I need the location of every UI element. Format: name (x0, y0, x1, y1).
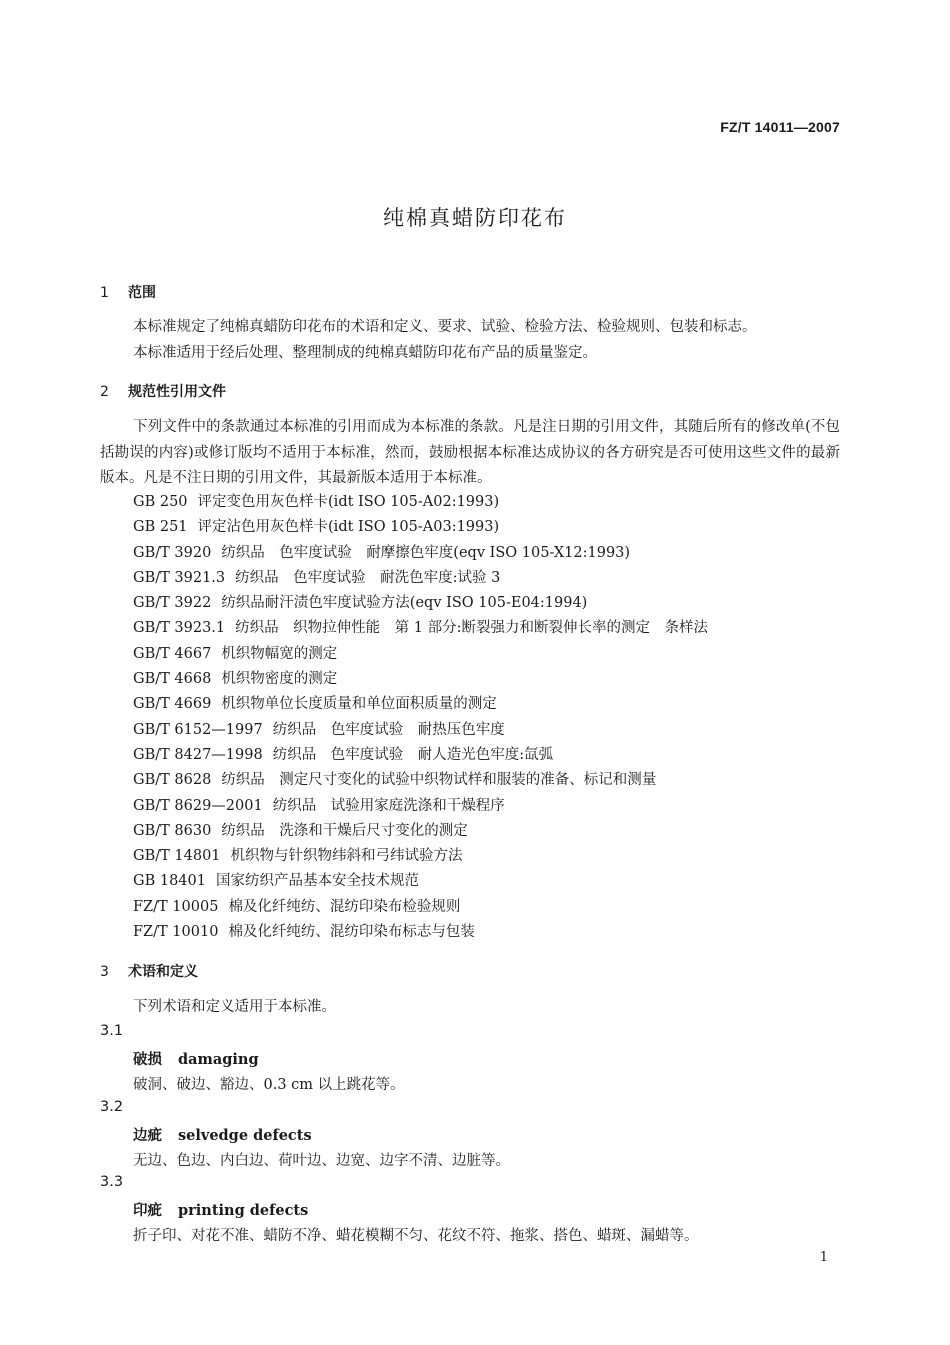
reference-item (133, 844, 708, 869)
reference-code: GB/T 3921.3 (133, 569, 226, 586)
section-title: 规范性引用文件 (128, 384, 226, 400)
reference-code: FZ/T 10005 (133, 898, 219, 915)
page-number: 1 (819, 1250, 828, 1265)
reference-title: 纺织品 洗涤和干燥后尺寸变化的测定 (221, 822, 468, 839)
reference-code: GB/T 4669 (133, 696, 212, 713)
reference-title: 纺织品 测定尺寸变化的试验中织物试样和服装的准备、标记和测量 (221, 772, 657, 789)
reference-code: GB/T 3920 (133, 544, 212, 561)
term-definition: 无边、色边、内白边、荷叶边、边宽、边字不清、边脏等。 (133, 1153, 510, 1169)
reference-code: GB/T 4667 (133, 645, 212, 662)
reference-title: 纺织品 织物拉伸性能 第 1 部分:断裂强力和断裂伸长率的测定 条样法 (235, 620, 708, 637)
section-number: 1 (100, 285, 109, 301)
reference-title: 纺织品 色牢度试验 耐洗色牢度:试验 3 (235, 569, 501, 586)
term-definition: 破洞、破边、豁边、0.3 cm 以上跳花等。 (133, 1077, 405, 1093)
clause-number: 3.3 (100, 1174, 124, 1190)
reference-code: GB/T 8630 (133, 822, 212, 839)
reference-title: 评定变色用灰色样卡(idt ISO 105-A02:1993) (197, 494, 500, 510)
terms-intro-paragraph: 下列术语和定义适用于本标准。 (133, 999, 336, 1015)
term-heading (133, 1124, 312, 1145)
reference-title: 国家纺织产品基本安全技术规范 (215, 873, 419, 890)
reference-item (133, 794, 708, 819)
reference-item (133, 490, 708, 515)
reference-title: 机织物单位长度质量和单位面积质量的测定 (221, 696, 497, 713)
page-title: 纯棉真蜡防印花布 (383, 206, 567, 230)
references-intro-paragraph: 下列文件中的条款通过本标准的引用而成为本标准的条款。凡是注日期的引用文件，其随后所有的修改单(不包括勘误的内容)或修订版均不适用于本标准，然而，鼓励根据本标准达成协议的各方研究是否可使用这些文件的最新版本。凡是不注日期的引用文件，其最新版本适用于本标准。 (100, 419, 840, 486)
section-number: 3 (100, 964, 109, 980)
term-definition: 折子印、对花不准、蜡防不净、蜡花模糊不匀、花纹不符、拖浆、搭色、蜡斑、漏蜡等。 (133, 1228, 699, 1244)
reference-title: 纺织品 色牢度试验 耐摩擦色牢度(eqv ISO 105-X12:1993) (221, 544, 631, 561)
term-chinese: 印疵 (133, 1202, 162, 1219)
section-title: 范围 (128, 285, 156, 301)
reference-code: GB 250 (133, 494, 188, 510)
reference-item (133, 819, 708, 844)
section-number: 2 (100, 384, 109, 400)
reference-item (133, 642, 708, 667)
reference-code: GB/T 6152—1997 (133, 721, 263, 738)
reference-item (133, 566, 708, 591)
reference-code: FZ/T 10010 (133, 924, 219, 941)
reference-item (133, 743, 708, 768)
section-title: 术语和定义 (128, 964, 198, 980)
reference-code: GB/T 8628 (133, 772, 212, 789)
reference-code: GB/T 8629—2001 (133, 797, 263, 814)
reference-title: 机织物幅宽的测定 (221, 645, 338, 662)
term-chinese: 破损 (133, 1051, 162, 1068)
reference-code: GB/T 14801 (133, 848, 221, 865)
standard-code: FZ/T 14011—2007 (720, 119, 840, 135)
reference-title: 纺织品耐汗渍色牢度试验方法(eqv ISO 105-E04:1994) (221, 595, 588, 612)
reference-item (133, 718, 708, 743)
reference-code: GB/T 3922 (133, 595, 212, 612)
reference-item (133, 895, 708, 920)
reference-item (133, 591, 708, 616)
term-english: damaging (178, 1051, 259, 1068)
reference-title: 棉及化纤纯纺、混纺印染布标志与包装 (228, 924, 475, 941)
term-heading (133, 1199, 308, 1220)
reference-title: 棉及化纤纯纺、混纺印染布检验规则 (228, 898, 461, 915)
reference-code: GB 251 (133, 519, 188, 536)
term-english: selvedge defects (178, 1127, 312, 1144)
reference-item (133, 667, 708, 692)
reference-item (133, 869, 708, 894)
reference-code: GB/T 3923.1 (133, 620, 226, 637)
reference-item (133, 541, 708, 566)
reference-title: 纺织品 色牢度试验 耐热压色牢度 (272, 721, 505, 738)
reference-code: GB 18401 (133, 873, 206, 890)
reference-title: 评定沾色用灰色样卡(idt ISO 105-A03:1993) (197, 519, 500, 536)
scope-paragraph-2: 本标准适用于经后处理、整理制成的纯棉真蜡防印花布产品的质量鉴定。 (133, 345, 597, 361)
section-heading-terms-definitions (100, 961, 198, 981)
term-english: printing defects (178, 1202, 309, 1219)
clause-number: 3.2 (100, 1099, 124, 1115)
reference-title: 纺织品 试验用家庭洗涤和干燥程序 (272, 797, 505, 814)
reference-item (133, 692, 708, 717)
section-heading-normative-references (100, 381, 226, 401)
reference-title: 机织物密度的测定 (221, 671, 338, 688)
reference-item (133, 515, 708, 540)
section-heading-scope (100, 282, 156, 302)
term-heading (133, 1048, 259, 1069)
reference-item (133, 920, 708, 945)
reference-title: 机织物与针织物纬斜和弓纬试验方法 (230, 848, 463, 865)
clause-number: 3.1 (100, 1023, 124, 1039)
scope-paragraph-1: 本标准规定了纯棉真蜡防印花布的术语和定义、要求、试验、检验方法、检验规则、包装和标志。 (133, 319, 757, 335)
term-chinese: 边疵 (133, 1127, 162, 1144)
reference-code: GB/T 8427—1998 (133, 746, 263, 763)
reference-item (133, 768, 708, 793)
reference-code: GB/T 4668 (133, 671, 212, 688)
reference-item (133, 616, 708, 641)
reference-title: 纺织品 色牢度试验 耐人造光色牢度:氙弧 (272, 746, 554, 763)
reference-list (133, 490, 708, 945)
